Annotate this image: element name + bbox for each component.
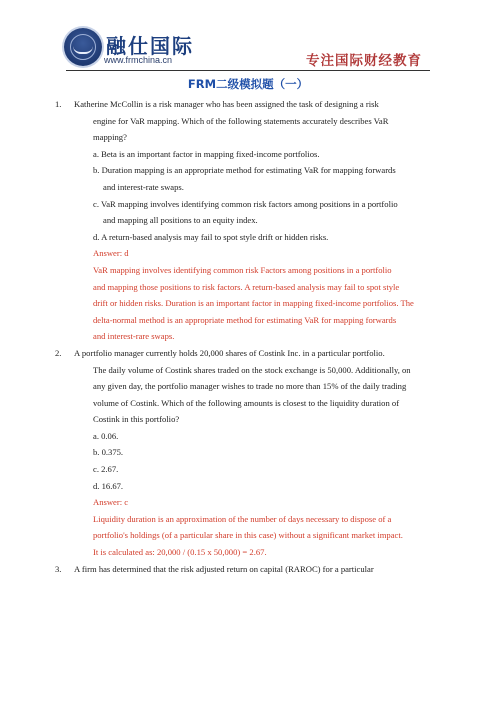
explanation-line: and interest-rare swaps. (93, 331, 175, 342)
explanation-line: VaR mapping involves identifying common risk Factors among positions in a portfolio (93, 264, 392, 275)
option-b-continued: and interest-rate swaps. (103, 181, 184, 192)
explanation-line: portfolio's holdings (of a particular share in this case) without a significant market impact. (93, 530, 403, 541)
question-number: 2. (55, 347, 62, 358)
answer-label: Answer: d (93, 248, 129, 259)
page-header (0, 0, 496, 74)
option-d: d. A return-based analysis may fail to spot style drift or hidden risks. (93, 231, 329, 242)
document-title: FRM二级模拟题（一） (187, 77, 309, 91)
question-stem-line: any given day, the portfolio manager wishes to trade no more than 15% of the daily trading (93, 381, 407, 392)
answer-label: Answer: c (93, 497, 129, 508)
brand-name: 融仕国际 (106, 34, 194, 58)
option-c: c. VaR mapping involves identifying common risk factors among positions in a portfolio (93, 198, 398, 209)
question-stem-line: The daily volume of Costink shares traded on the stock exchange is 50,000. Additionally, on (93, 364, 411, 375)
question-number: 1. (55, 99, 62, 109)
question-list (55, 96, 434, 577)
brand-url: www.frmchina.cn (104, 55, 173, 65)
explanation-line: delta-normal method is an appropriate method for estimating VaR for mapping forwards (93, 314, 397, 325)
question-stem-line: Costink in this portfolio? (93, 414, 180, 425)
question-stem-line: 2. A portfolio manager currently holds 20,000 shares of Costink Inc. in a particular portfolio. (74, 345, 434, 362)
option-a: a. Beta is an important factor in mapping fixed-income portfolios. (93, 148, 320, 159)
header-divider (66, 70, 430, 71)
question-stem-line: engine for VaR mapping. Which of the following statements accurately describes VaR (93, 115, 389, 126)
option-d: d. 16.67. (93, 480, 124, 491)
explanation-line: drift or hidden risks. Duration is an important factor in mapping fixed-income portfolios. The (93, 298, 414, 309)
option-b: b. 0.375. (93, 447, 124, 458)
globe-logo-icon (64, 28, 102, 66)
explanation-line: It is calculated as: 20,000 / (0.15 x 50,000) = 2.67. (93, 547, 267, 558)
explanation-line: Liquidity duration is an approximation of the number of days necessary to dispose of a (93, 513, 392, 524)
question-stem-line: 1. Katherine McCollin is a risk manager who has been assigned the task of designing a risk (74, 96, 434, 113)
question-3 (55, 561, 434, 578)
explanation-line: and mapping those positions to risk factors. A return-based analysis may fail to spot style (93, 281, 400, 292)
question-2 (55, 345, 434, 561)
header-slogan: 专注国际财经教育 (306, 53, 422, 69)
option-c-continued: and mapping all positions to an equity index. (103, 215, 258, 226)
option-a: a. 0.06. (93, 430, 119, 441)
question-1 (55, 96, 434, 345)
question-stem-line: mapping? (93, 132, 127, 143)
question-stem-line: volume of Costink. Which of the following amounts is closest to the liquidity duration of (93, 397, 400, 408)
option-c: c. 2.67. (93, 464, 119, 475)
question-stem-line: 3. A firm has determined that the risk adjusted return on capital (RAROC) for a particular (74, 561, 434, 578)
option-b: b. Duration mapping is an appropriate method for estimating VaR for mapping forwards (93, 165, 396, 176)
question-number: 3. (55, 563, 62, 574)
